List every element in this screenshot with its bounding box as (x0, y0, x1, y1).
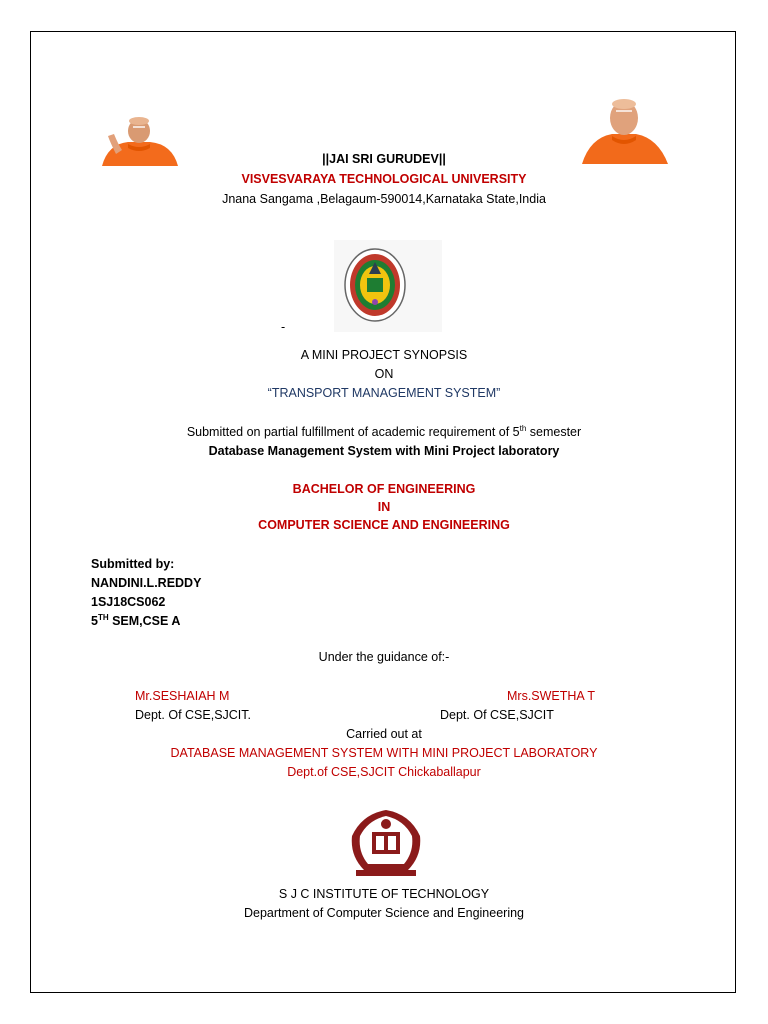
carried-out-dept: Dept.of CSE,SJCIT Chickaballapur (287, 765, 481, 779)
student-semester: 5TH SEM,CSE A (91, 612, 181, 628)
guide-1-name: Mr.SESHAIAH M (135, 689, 230, 703)
synopsis-line-2: ON (374, 367, 394, 381)
invocation-text: ||JAI SRI GURUDEV|| (322, 152, 446, 166)
lab-name: Database Management System with Mini Project laboratory (208, 444, 560, 458)
sjcit-logo-image (338, 806, 434, 880)
submission-statement: Submitted on partial fulfillment of academic requirement of 5th semester (186, 423, 582, 439)
guidance-label: Under the guidance of:- (318, 650, 450, 664)
degree-line-3: COMPUTER SCIENCE AND ENGINEERING (258, 518, 510, 532)
submitted-by-label: Submitted by: (91, 557, 175, 571)
synopsis-line-1: A MINI PROJECT SYNOPSIS (300, 348, 468, 362)
department-name: Department of Computer Science and Engineering (243, 906, 525, 920)
student-usn: 1SJ18CS062 (91, 595, 166, 609)
dash-mark: - (281, 320, 286, 334)
vtu-logo-image (334, 240, 442, 332)
guide-1-dept: Dept. Of CSE,SJCIT. (135, 708, 252, 722)
degree-line-2: IN (377, 500, 391, 514)
degree-line-1: BACHELOR OF ENGINEERING (292, 482, 476, 496)
university-name: VISVESVARAYA TECHNOLOGICAL UNIVERSITY (241, 172, 527, 186)
guide-2-name: Mrs.SWETHA T (507, 689, 595, 703)
university-address: Jnana Sangama ,Belagaum-590014,Karnataka State,India (222, 192, 546, 206)
student-name: NANDINI.L.REDDY (91, 576, 202, 590)
carried-out-lab: DATABASE MANAGEMENT SYSTEM WITH MINI PROJECT LABORATORY (170, 746, 598, 760)
guide-2-dept: Dept. Of CSE,SJCIT (440, 708, 554, 722)
carried-out-label: Carried out at (346, 727, 422, 741)
institute-name: S J C INSTITUTE OF TECHNOLOGY (278, 887, 490, 901)
project-title: “TRANSPORT MANAGEMENT SYSTEM” (267, 386, 501, 400)
